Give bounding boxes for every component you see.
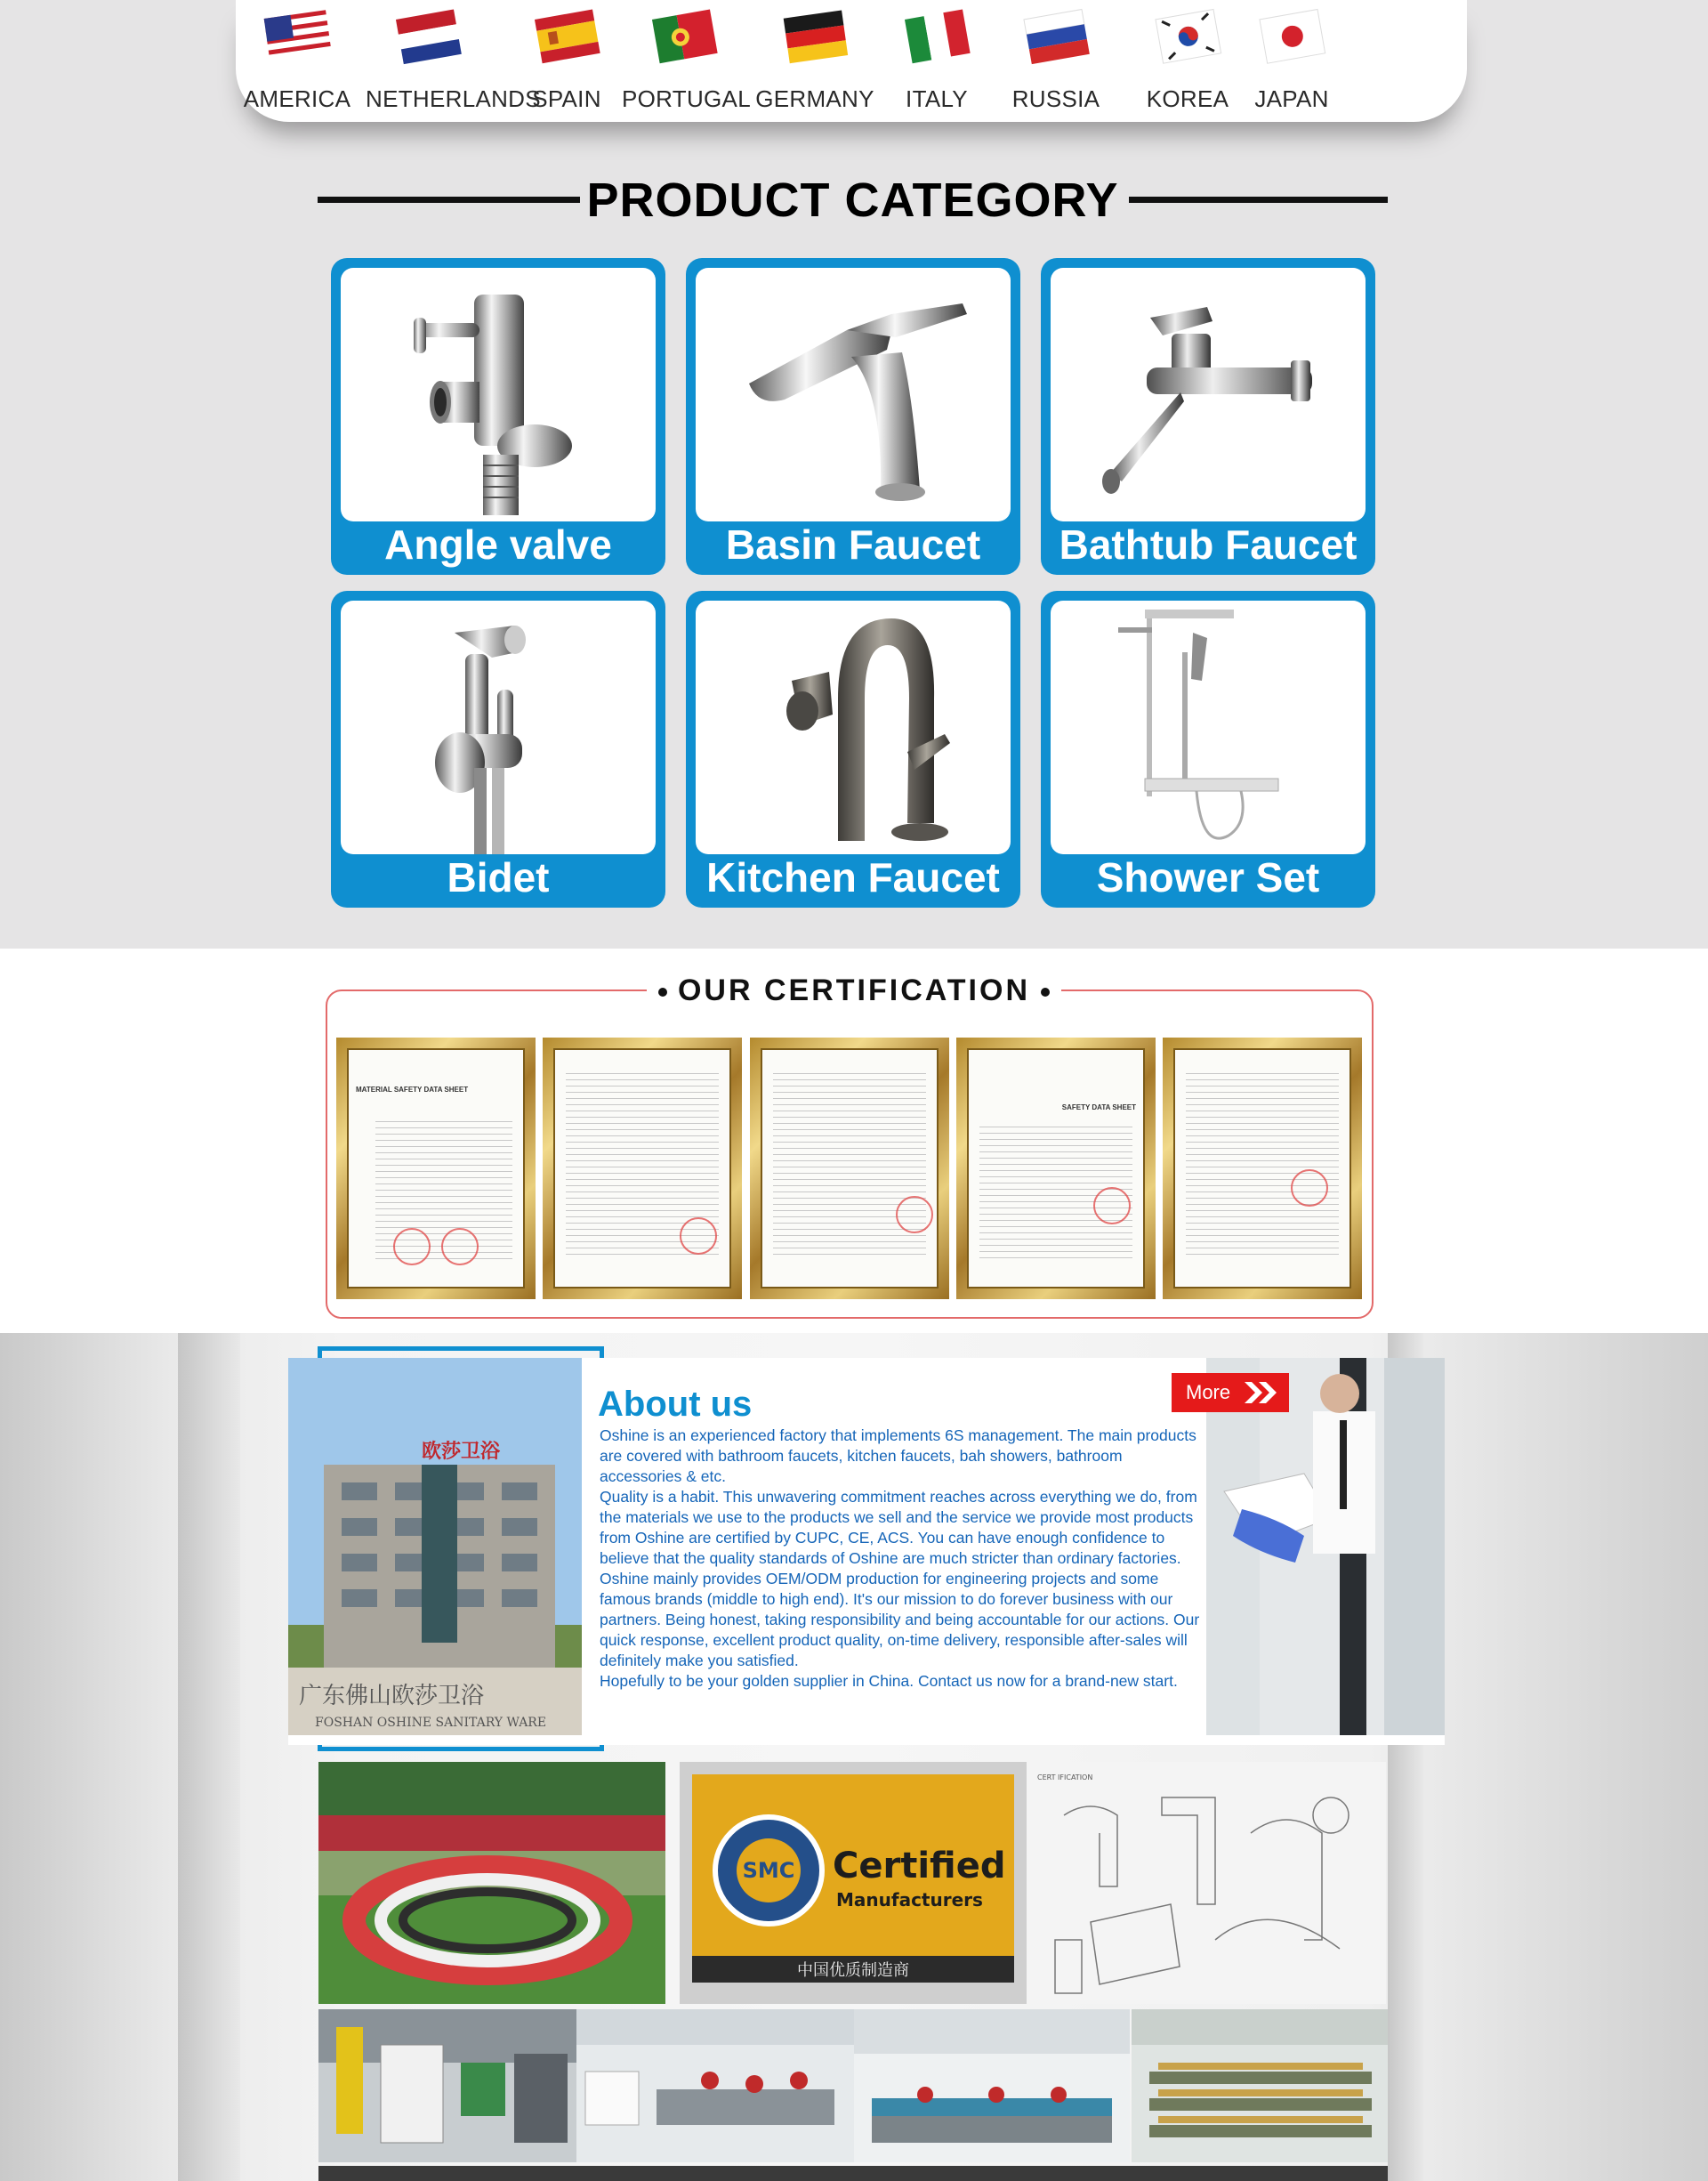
top-section [0, 0, 1708, 949]
certificate-1[interactable]: MATERIAL SAFETY DATA SHEET [336, 1038, 536, 1299]
country-name: ITALY [906, 85, 968, 112]
product-image [696, 268, 1011, 521]
product-image [341, 601, 656, 854]
certification-title: OUR CERTIFICATION [0, 973, 1708, 1008]
team-building-photo [318, 1762, 665, 2004]
jp-flag-icon [1254, 4, 1329, 71]
category-card-basin-faucet[interactable] [686, 258, 1020, 575]
certificate-5[interactable] [1163, 1038, 1362, 1299]
category-label: Angle valve [384, 521, 612, 568]
basin-faucet-icon [696, 268, 1011, 521]
category-card-bidet[interactable] [331, 591, 665, 908]
about-section [0, 1333, 1708, 2181]
product-category-heading [318, 169, 1388, 231]
ru-flag-icon [1019, 4, 1093, 71]
certificate-4[interactable]: SAFETY DATA SHEET [956, 1038, 1156, 1299]
factory-machine-photo [318, 2009, 576, 2162]
more-button[interactable]: More [1172, 1373, 1289, 1412]
country-netherlands[interactable] [366, 0, 541, 122]
shower-set-icon [1051, 601, 1366, 854]
country-name: RUSSIA [1011, 85, 1100, 112]
country-russia[interactable] [994, 0, 1118, 122]
bidet-sprayer-icon [341, 601, 656, 854]
product-image [696, 601, 1011, 854]
svg-text:Manufacturers: Manufacturers [836, 1889, 983, 1910]
svg-text:中国优质制造商: 中国优质制造商 [797, 1961, 909, 1980]
de-flag-icon [777, 4, 852, 71]
nl-flag-icon [391, 4, 465, 71]
svg-text:欧莎卫浴: 欧莎卫浴 [422, 1441, 501, 1463]
office-worker-photo [1206, 1358, 1445, 1735]
page-title: PRODUCT CATEGORY [586, 174, 1119, 227]
category-label: Kitchen Faucet [706, 854, 1000, 901]
product-image [1051, 268, 1366, 521]
category-card-angle-valve[interactable] [331, 258, 665, 575]
workshop-photo-2 [854, 2009, 1130, 2162]
country-name: PORTUGAL [622, 85, 751, 112]
certificate-2[interactable] [543, 1038, 742, 1299]
workshop-photo-1 [576, 2009, 854, 2162]
bullet-icon [1041, 988, 1050, 997]
es-flag-icon [529, 4, 604, 71]
certification-section [0, 949, 1708, 1333]
angle-valve-icon [341, 268, 656, 521]
country-japan[interactable] [1229, 0, 1354, 122]
category-card-kitchen-faucet[interactable] [686, 591, 1020, 908]
country-name: KOREA [1146, 85, 1229, 112]
svg-text:Certified: Certified [833, 1846, 1006, 1886]
kitchen-faucet-icon [696, 601, 1011, 854]
category-label: Bathtub Faucet [1059, 521, 1358, 568]
factory-building-photo [288, 1358, 582, 1735]
faucet-sketch-photo [1037, 1762, 1386, 2004]
workshop-photo-3 [1132, 2009, 1388, 2162]
svg-text:CERT IFICATION: CERT IFICATION [1037, 1773, 1093, 1781]
country-germany[interactable] [753, 0, 877, 122]
country-portugal[interactable] [622, 0, 751, 122]
bullet-icon [658, 988, 667, 997]
about-text: Oshine is an experienced factory that implements 6S management. The main products are covered with bathroom faucets, kitchen faucets, bah showers, bathroom accessories & etc. Quality is a habit. This unwavering commitment reaches across everything we do, from the materials we use to the products we sell and the service we provide most products from Oshine are certified by CUPC, CE, ACS. You can have enough confidence to believe that the quality standards of Oshine are much stricter than ordinary factories. Oshine mainly provides OEM/ODM production for engineering projects and some famous brands (middle to high end). It's our mission to do forever business with our partners. Being honest, taking responsibility and being accountable for our actions. Our quick response, excellent product quality, on-time delivery, responsible after-sales will definitely make you satisfied. Hopefully to be your golden supplier in China. Contact us now for a brand-new start. [600, 1426, 1200, 1690]
category-card-bathtub-faucet[interactable] [1041, 258, 1375, 575]
country-name: AMERICA [243, 85, 351, 112]
it-flag-icon [899, 4, 974, 71]
country-name: SPAIN [532, 85, 601, 112]
category-label: Shower Set [1096, 854, 1320, 901]
about-title: About us [598, 1385, 753, 1424]
country-name: NETHERLANDS [366, 85, 541, 112]
product-image [341, 268, 656, 521]
country-spain[interactable] [504, 0, 629, 122]
double-chevron-right-icon [1243, 1380, 1278, 1405]
svg-text:SMC: SMC [742, 1858, 795, 1883]
gallery-strip [318, 2166, 1388, 2181]
country-name: JAPAN [1254, 85, 1329, 112]
country-italy[interactable] [874, 0, 999, 122]
bathtub-faucet-icon [1051, 268, 1366, 521]
certified-manufacturers-photo [680, 1762, 1027, 2004]
country-name: GERMANY [755, 85, 874, 112]
us-flag-icon [260, 4, 334, 71]
country-bar [236, 0, 1467, 122]
svg-text:广东佛山欧莎卫浴: 广东佛山欧莎卫浴 [299, 1683, 485, 1709]
pt-flag-icon [647, 4, 721, 71]
product-image [1051, 601, 1366, 854]
category-label: Basin Faucet [725, 521, 981, 568]
country-america[interactable] [235, 0, 359, 122]
svg-text:FOSHAN OSHINE SANITARY WARE: FOSHAN OSHINE SANITARY WARE [315, 1716, 547, 1730]
certificate-3[interactable] [750, 1038, 949, 1299]
kr-flag-icon [1150, 4, 1225, 71]
category-label: Bidet [447, 854, 550, 901]
category-card-shower-set[interactable] [1041, 591, 1375, 908]
